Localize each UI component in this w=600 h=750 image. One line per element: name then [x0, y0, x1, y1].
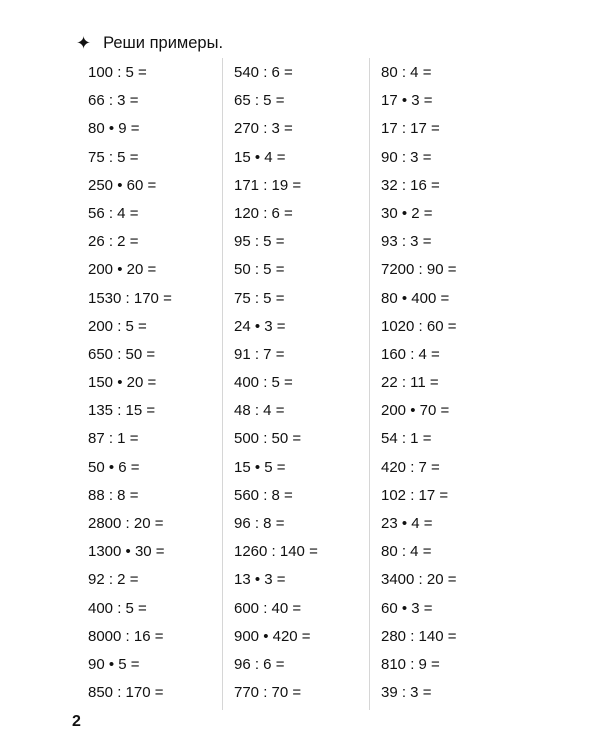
math-exercise: 26 : 2 =	[88, 233, 139, 251]
math-exercise: 280 : 140 =	[381, 627, 457, 645]
math-exercise: 96 : 6 =	[234, 655, 285, 673]
math-exercise: 75 : 5 =	[234, 289, 285, 307]
exercise-column-3	[381, 59, 456, 707]
math-exercise: 250 • 60 =	[88, 176, 157, 194]
math-exercise: 80 : 4 =	[381, 64, 432, 81]
math-exercise: 100 : 5 =	[88, 64, 147, 81]
math-exercise: 200 • 70 =	[381, 402, 450, 420]
math-exercise: 92 : 2 =	[88, 571, 139, 589]
math-exercise: 102 : 17 =	[381, 486, 449, 504]
column-divider	[369, 58, 370, 710]
math-exercise: 91 : 7 =	[234, 345, 285, 363]
math-exercise: 270 : 3 =	[234, 120, 293, 138]
four-pointed-star-icon: ✦	[76, 33, 92, 53]
math-exercise: 66 : 3 =	[88, 92, 139, 110]
math-exercise: 1260 : 140 =	[234, 543, 318, 561]
math-exercise: 2800 : 20 =	[88, 515, 164, 532]
math-exercise: 7200 : 90 =	[381, 261, 457, 279]
exercise-column-1	[88, 59, 172, 707]
math-exercise: 160 : 4 =	[381, 345, 440, 363]
math-exercise: 22 : 11 =	[381, 374, 439, 392]
math-exercise: 80 : 4 =	[381, 543, 432, 561]
math-exercise: 96 : 8 =	[234, 515, 285, 532]
math-exercise: 400 : 5 =	[88, 599, 147, 617]
exercise-column-2	[234, 59, 318, 707]
math-exercise: 23 • 4 =	[381, 515, 433, 532]
math-exercise: 500 : 50 =	[234, 430, 302, 448]
math-exercise: 24 • 3 =	[234, 317, 286, 335]
math-exercise: 60 • 3 =	[381, 599, 433, 617]
math-exercise: 95 : 5 =	[234, 233, 285, 251]
math-exercise: 32 : 16 =	[381, 176, 440, 194]
math-exercise: 200 • 20 =	[88, 261, 157, 279]
math-exercise: 88 : 8 =	[88, 486, 139, 504]
math-exercise: 87 : 1 =	[88, 430, 139, 448]
math-exercise: 50 : 5 =	[234, 261, 285, 279]
math-exercise: 200 : 5 =	[88, 317, 147, 335]
math-exercise: 850 : 170 =	[88, 684, 164, 702]
math-exercise: 15 • 5 =	[234, 458, 286, 476]
math-exercise: 65 : 5 =	[234, 92, 285, 110]
math-exercise: 48 : 4 =	[234, 402, 285, 420]
math-exercise: 54 : 1 =	[381, 430, 432, 448]
math-exercise: 80 • 400 =	[381, 289, 450, 307]
math-exercise: 17 • 3 =	[381, 92, 433, 110]
math-exercise: 400 : 5 =	[234, 374, 293, 392]
instruction-header	[76, 34, 223, 52]
math-exercise: 15 • 4 =	[234, 148, 286, 166]
math-exercise: 1300 • 30 =	[88, 543, 165, 561]
math-exercise: 75 : 5 =	[88, 148, 139, 166]
math-exercise: 540 : 6 =	[234, 64, 293, 81]
math-exercise: 770 : 70 =	[234, 684, 302, 702]
math-exercise: 80 • 9 =	[88, 120, 140, 138]
math-exercise: 17 : 17 =	[381, 120, 440, 138]
math-exercise: 900 • 420 =	[234, 627, 311, 645]
math-exercise: 30 • 2 =	[381, 204, 433, 222]
math-exercise: 120 : 6 =	[234, 204, 293, 222]
math-exercise: 1020 : 60 =	[381, 317, 457, 335]
math-exercise: 1530 : 170 =	[88, 289, 172, 307]
math-exercise: 171 : 19 =	[234, 176, 302, 194]
column-divider	[222, 58, 223, 710]
math-exercise: 420 : 7 =	[381, 458, 440, 476]
math-exercise: 135 : 15 =	[88, 402, 156, 420]
math-exercise: 8000 : 16 =	[88, 627, 164, 645]
math-exercise: 650 : 50 =	[88, 345, 156, 363]
math-exercise: 810 : 9 =	[381, 655, 440, 673]
math-exercise: 90 : 3 =	[381, 148, 432, 166]
math-exercise: 90 • 5 =	[88, 655, 140, 673]
instruction-text: Реши примеры.	[103, 33, 224, 52]
math-exercise: 150 • 20 =	[88, 374, 157, 392]
math-exercise: 600 : 40 =	[234, 599, 302, 617]
math-exercise: 3400 : 20 =	[381, 571, 457, 589]
math-exercise: 13 • 3 =	[234, 571, 286, 589]
math-exercise: 560 : 8 =	[234, 486, 293, 504]
math-exercise: 56 : 4 =	[88, 204, 139, 222]
math-exercise: 93 : 3 =	[381, 233, 432, 251]
page-number: 2	[72, 713, 81, 730]
math-exercise: 50 • 6 =	[88, 458, 140, 476]
math-exercise: 39 : 3 =	[381, 684, 432, 702]
